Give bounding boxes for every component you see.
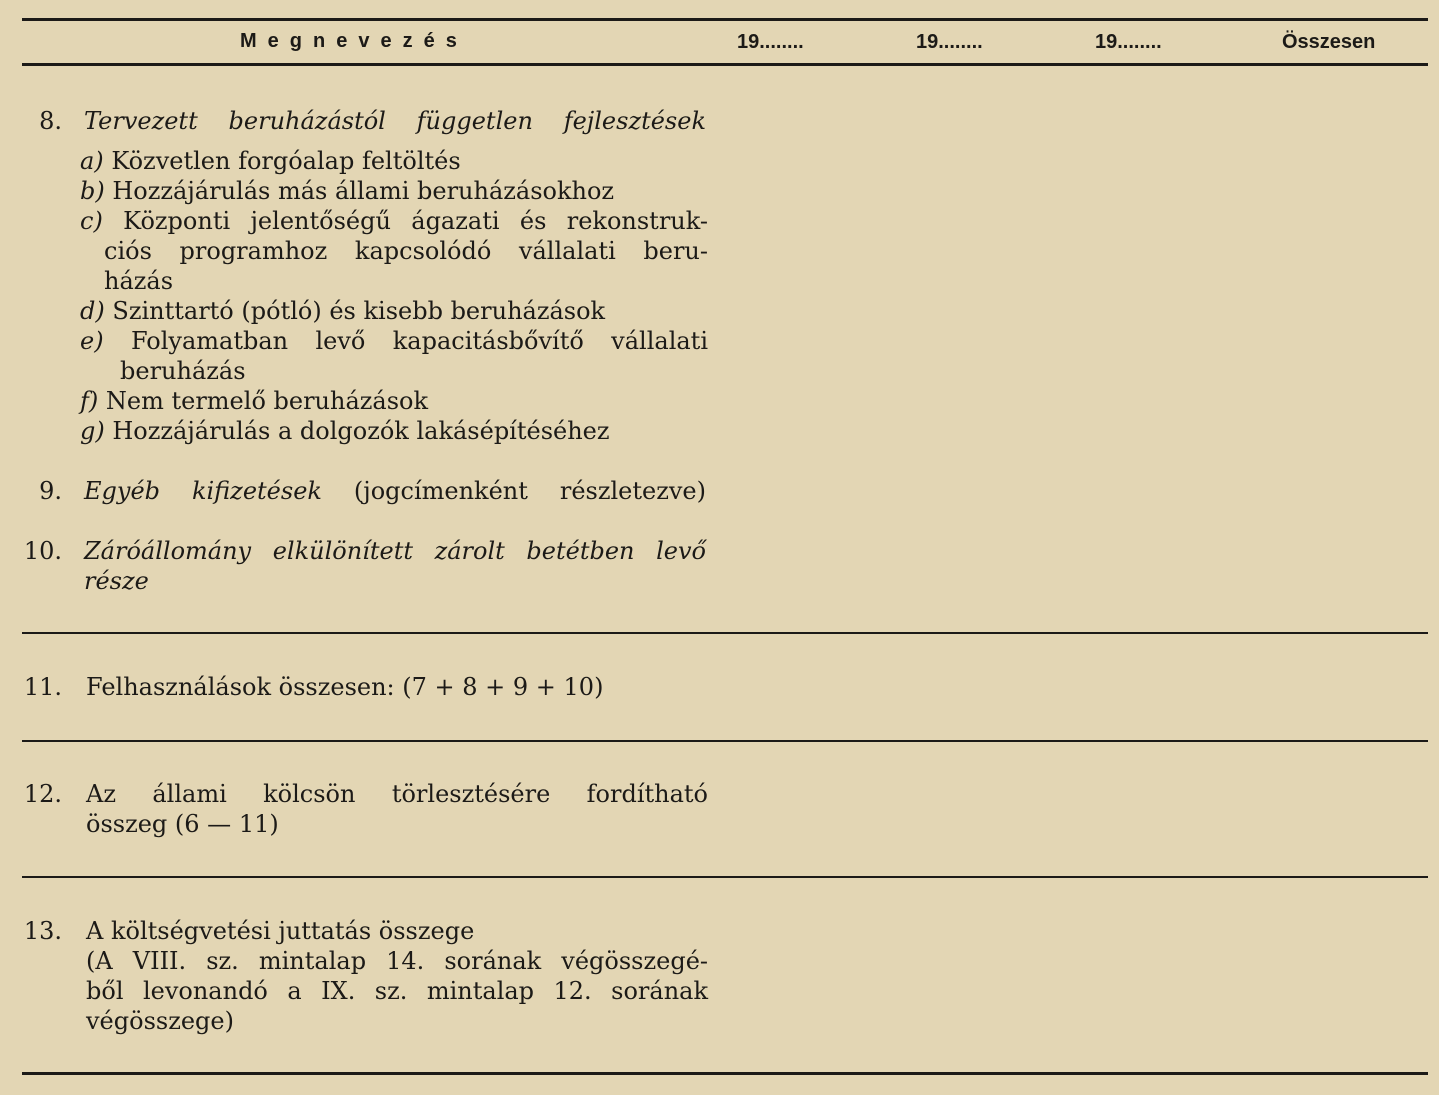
divider-rule xyxy=(22,876,1428,878)
sub-letter: a) xyxy=(80,147,104,175)
row-title: Felhasználások összesen: (7 + 8 + 9 + 10) xyxy=(86,673,604,701)
row-number: 10. xyxy=(23,537,62,565)
sub-letter: f) xyxy=(80,387,99,415)
row-title-line3: ből levonandó a IX. sz. mintalap 12. sorának xyxy=(86,977,708,1005)
row-number: 12. xyxy=(23,780,62,808)
row-8-sub-a xyxy=(80,146,708,176)
row-title: Tervezett beruházástól független fejlesztések xyxy=(84,107,706,135)
row-number: 11. xyxy=(23,673,62,701)
sub-letter: d) xyxy=(80,297,105,325)
row-title-line4: végösszege) xyxy=(86,1007,234,1035)
row-8-sub-g xyxy=(80,416,708,446)
row-title-line1: A költségvetési juttatás összege xyxy=(86,917,475,945)
row-8-sub-d xyxy=(80,296,708,326)
row-8-sub-c xyxy=(80,206,708,296)
row-title-line1: Az állami kölcsön törlesztésére fordítható xyxy=(86,780,708,808)
sub-text-cont: ciós programhoz kapcsolódó vállalati beru- xyxy=(104,237,708,265)
divider-rule xyxy=(22,740,1428,742)
row-title-italic: Egyéb kifizetések xyxy=(84,477,322,505)
header-top-rule xyxy=(22,18,1428,21)
footer-rule xyxy=(22,1072,1428,1075)
sub-text-cont: beruházás xyxy=(120,357,246,385)
row-8-sub-b xyxy=(80,176,708,206)
sub-text: Közvetlen forgóalap feltöltés xyxy=(111,147,461,175)
row-title-line2: (A VIII. sz. mintalap 14. sorának végösszegé- xyxy=(86,947,708,975)
row-title-line2: része xyxy=(84,567,149,595)
row-title-line1: Záróállomány elkülönített zárolt betétben levő xyxy=(84,537,706,565)
sub-text: Központi jelentőségű ágazati és rekonstruk- xyxy=(123,207,708,235)
row-title-line2: összeg (6 — 11) xyxy=(86,810,279,838)
row-8-sub-e xyxy=(80,326,708,386)
column-header-year-3: 19........ xyxy=(1095,31,1162,53)
column-header-year-1: 19........ xyxy=(737,31,804,53)
divider-rule xyxy=(22,632,1428,634)
column-header-year-2: 19........ xyxy=(916,31,983,53)
row-title-rest: (jogcímenként részletezve) xyxy=(353,477,706,505)
sub-letter: e) xyxy=(80,327,104,355)
column-header-megnevezes: Megnevezés xyxy=(240,30,468,52)
row-number: 13. xyxy=(23,917,62,945)
column-header-total: Összesen xyxy=(1282,31,1376,53)
sub-letter: g) xyxy=(80,417,105,445)
row-number: 9. xyxy=(39,477,62,505)
sub-letter: c) xyxy=(80,207,103,235)
sub-text: Folyamatban levő kapacitásbővítő vállalati xyxy=(130,327,708,355)
row-title xyxy=(84,476,706,506)
sub-text-cont: házás xyxy=(104,267,174,295)
sub-text: Hozzájárulás a dolgozók lakásépítéséhez xyxy=(112,417,610,445)
row-8-sub-f xyxy=(80,386,708,416)
sub-text: Szinttartó (pótló) és kisebb beruházások xyxy=(112,297,606,325)
sub-text: Hozzájárulás más állami beruházásokhoz xyxy=(112,177,615,205)
header-bottom-rule xyxy=(22,63,1428,66)
sub-letter: b) xyxy=(80,177,105,205)
row-number: 8. xyxy=(39,107,62,135)
sub-text: Nem termelő beruházások xyxy=(105,387,429,415)
